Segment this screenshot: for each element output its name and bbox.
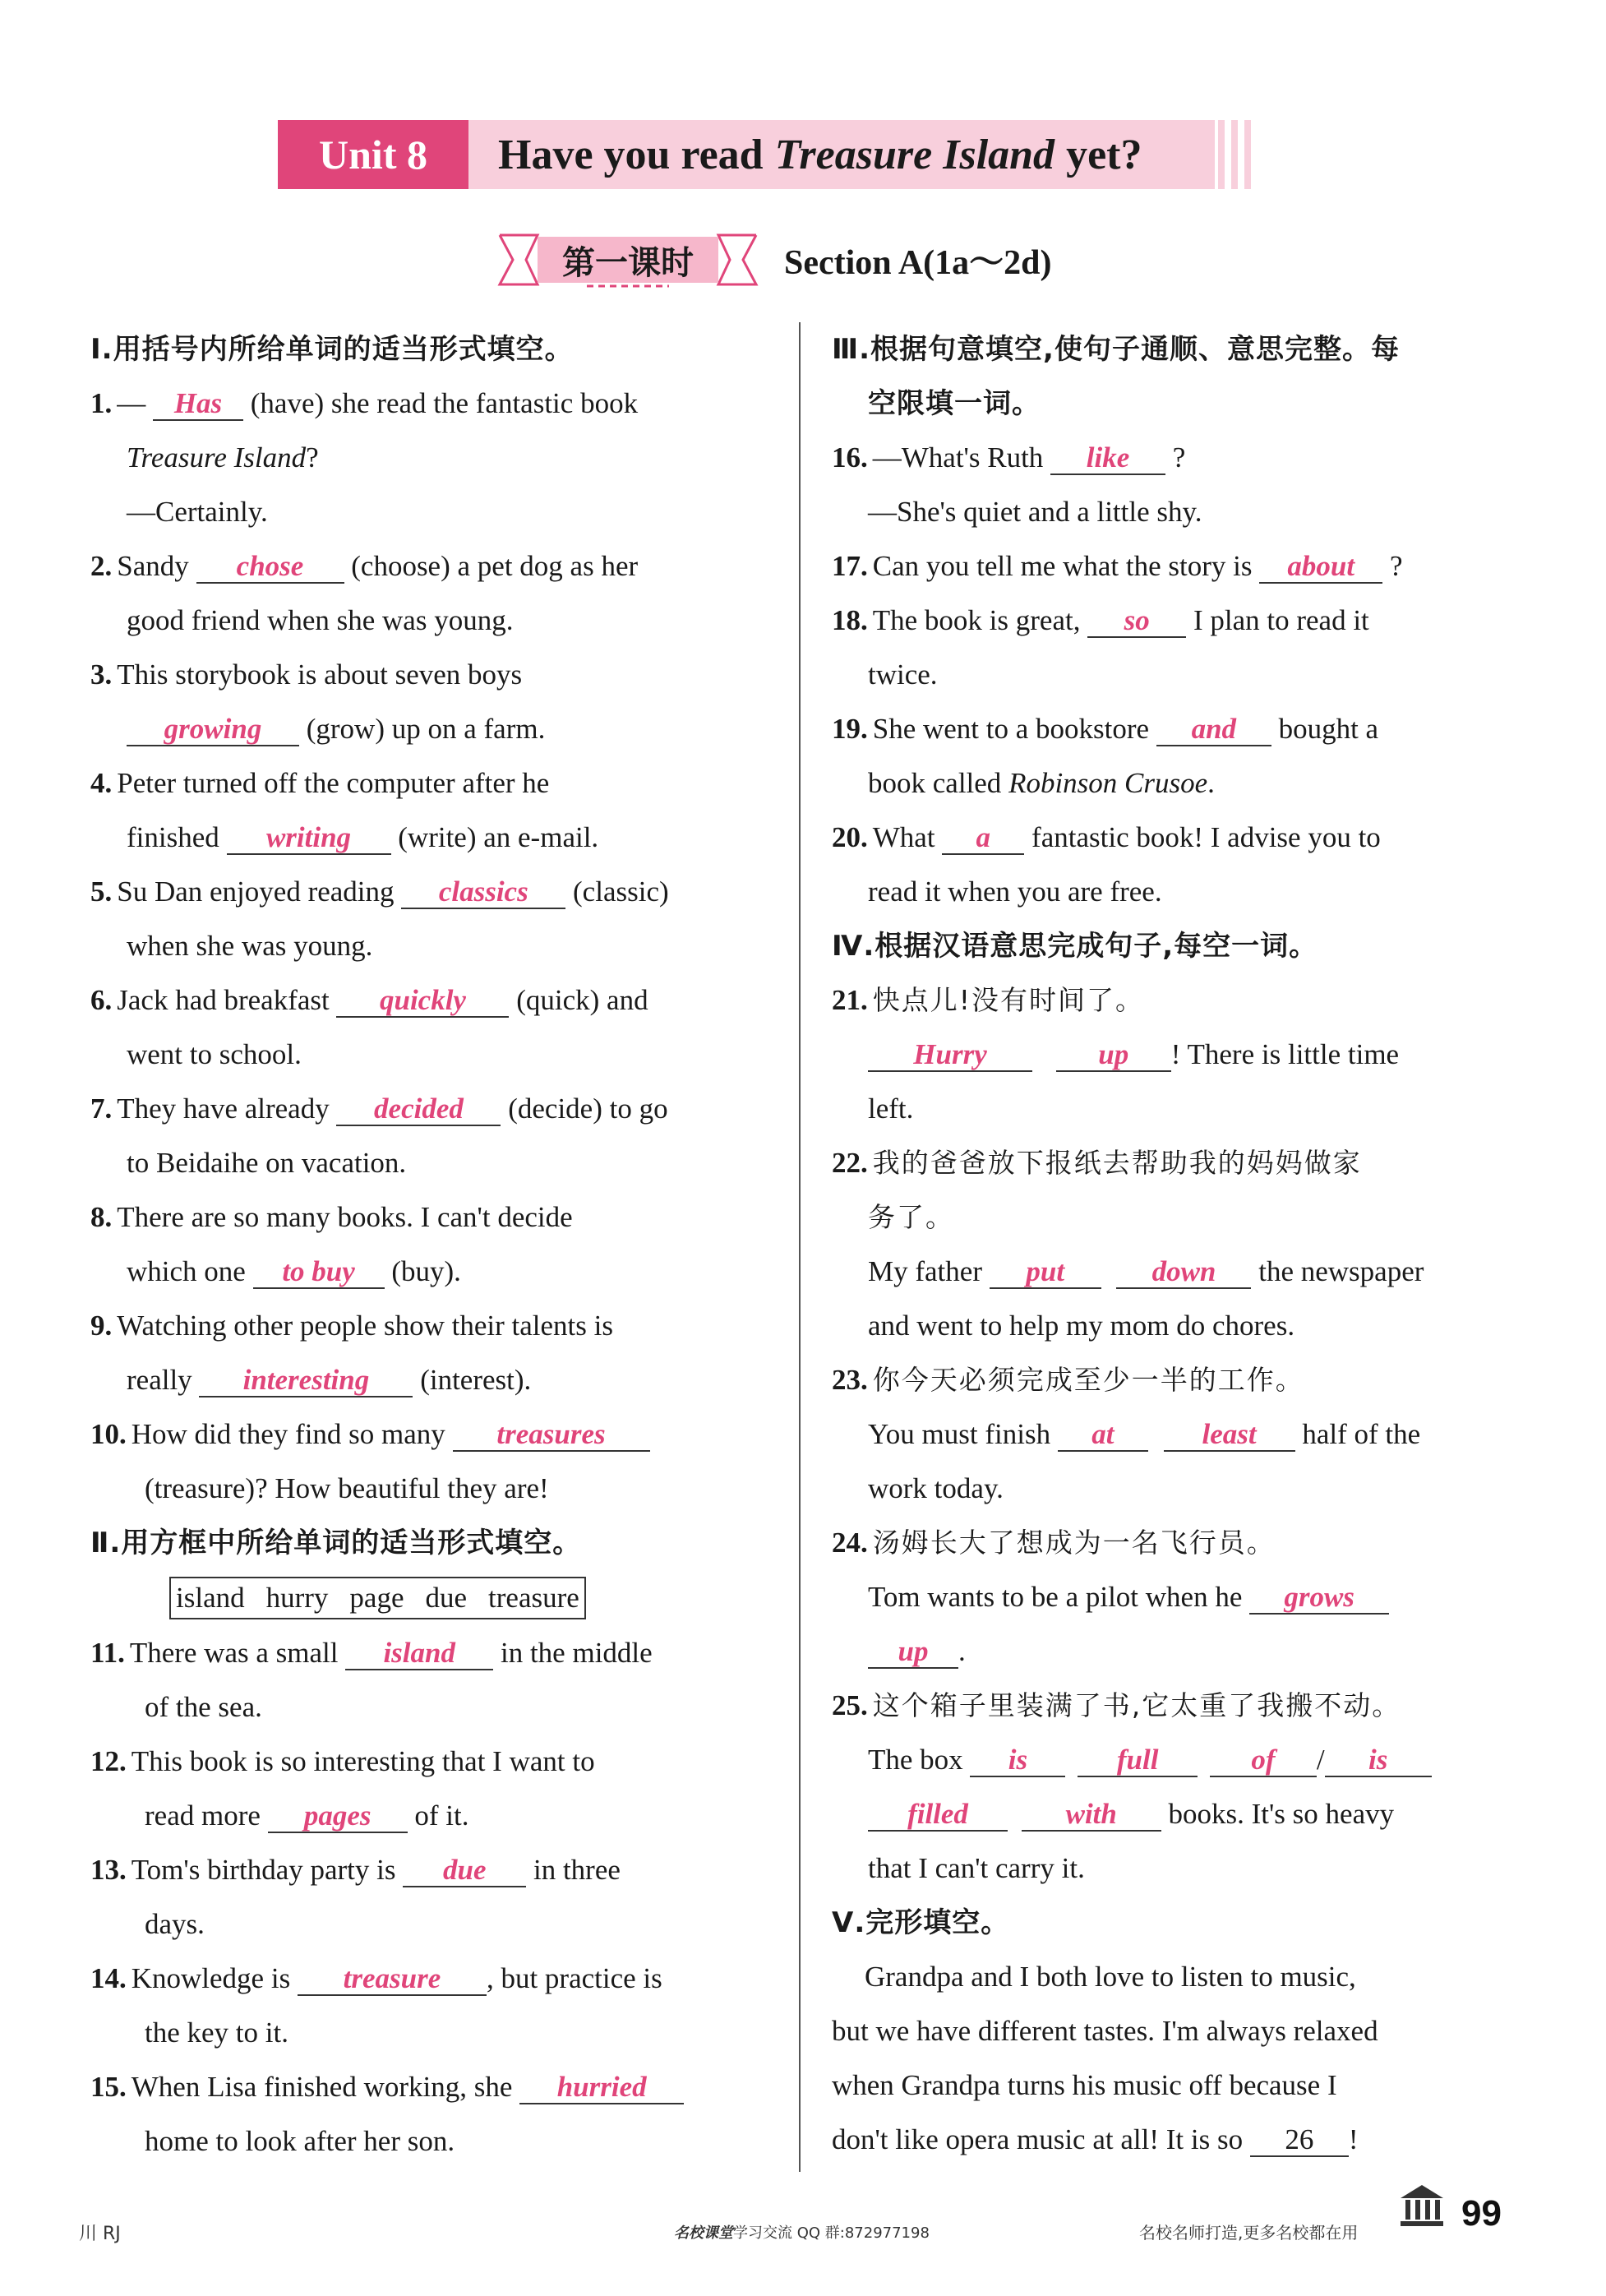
question-text: (decide) to go <box>508 1093 668 1125</box>
question-text: There are so many books. I can't decide <box>117 1201 573 1233</box>
question-text: / <box>1316 1744 1325 1776</box>
question-16-line2: —She's quiet and a little shy. <box>868 496 1202 528</box>
unit-title-post: yet? <box>1066 131 1142 178</box>
answer-blank[interactable]: writing <box>227 822 391 855</box>
answer-blank[interactable]: Has <box>153 388 243 421</box>
question-text: Tom wants to be a pilot when he <box>868 1581 1243 1613</box>
answer-blank[interactable]: treasures <box>453 1419 650 1452</box>
banner-stripes <box>1218 120 1251 189</box>
part5-title: Ⅴ.完形填空。 <box>832 1906 1010 1939</box>
question-1-line3: —Certainly. <box>127 496 268 528</box>
question-14-line2: the key to it. <box>145 2017 288 2049</box>
question-8 <box>90 1190 773 1245</box>
question-15 <box>90 2060 773 2114</box>
lesson-heading <box>496 227 1052 293</box>
question-number: 17. <box>832 550 868 582</box>
question-24 <box>832 1516 1516 1570</box>
question-number: 13. <box>90 1854 127 1886</box>
question-23-line2 <box>832 1407 1516 1462</box>
question-number: 24. <box>832 1527 868 1559</box>
question-text: Knowledge is <box>131 1962 291 1994</box>
answer-blank[interactable]: is <box>970 1744 1065 1777</box>
question-24-line2 <box>832 1570 1516 1624</box>
footer-brand: 名校课堂 <box>674 2224 733 2242</box>
question-number: 21. <box>832 984 868 1016</box>
question-text: This book is so interesting that I want to <box>131 1745 595 1777</box>
question-text: Watching other people show their talents is <box>117 1310 613 1342</box>
question-12 <box>90 1735 773 1789</box>
question-23 <box>832 1353 1516 1407</box>
question-4 <box>90 756 773 811</box>
left-column <box>90 322 773 2169</box>
question-1 <box>90 377 773 431</box>
question-number: 5. <box>90 875 113 908</box>
answer-blank[interactable]: least <box>1164 1419 1295 1452</box>
question-text: How did they find so many <box>131 1418 445 1450</box>
question-text: Tom's birthday party is <box>131 1854 396 1886</box>
question-text: half of the <box>1302 1418 1421 1450</box>
question-5 <box>90 865 773 919</box>
footer-edition: 川 RJ <box>79 2224 121 2244</box>
lesson-tag <box>496 232 759 288</box>
question-text: which one <box>127 1255 246 1287</box>
answer-blank[interactable]: quickly <box>336 985 509 1018</box>
question-number: 10. <box>90 1418 127 1450</box>
unit-title-pre: Have you read <box>498 131 764 178</box>
question-25-line2 <box>832 1733 1516 1787</box>
question-text: in three <box>533 1854 621 1886</box>
answer-blank[interactable]: growing <box>127 714 299 746</box>
question-25-line4: that I can't carry it. <box>868 1852 1085 1884</box>
footer-slogan: 名校名师打造,更多名校都在用 <box>1139 2223 1359 2243</box>
unit-label: Unit 8 <box>278 120 468 189</box>
question-number: 9. <box>90 1310 113 1342</box>
answer-blank[interactable]: grows <box>1249 1582 1389 1615</box>
question-text: (choose) a pet dog as her <box>351 550 639 582</box>
question-number: 4. <box>90 767 113 799</box>
question-19-line2 <box>832 756 1516 811</box>
question-7-line2: to Beidaihe on vacation. <box>127 1147 407 1179</box>
question-number: 6. <box>90 984 113 1016</box>
answer-blank[interactable]: pages <box>268 1800 408 1833</box>
answer-blank[interactable]: put <box>990 1256 1101 1289</box>
column-divider <box>799 322 801 2172</box>
question-number: 15. <box>90 2071 127 2103</box>
question-18 <box>832 594 1516 648</box>
question-7 <box>90 1082 773 1136</box>
question-22-line3 <box>832 1245 1516 1299</box>
question-text: in the middle <box>500 1637 653 1669</box>
unit-banner <box>278 120 1215 189</box>
question-text: Can you tell me what the story is <box>872 550 1253 582</box>
question-number: 20. <box>832 821 868 853</box>
question-number: 12. <box>90 1745 127 1777</box>
answer-blank[interactable]: with <box>1022 1799 1161 1832</box>
chinese-prompt: 我的爸爸放下报纸去帮助我的妈妈做家 <box>872 1147 1362 1179</box>
question-text: , but practice is <box>486 1962 662 1994</box>
question-text: (quick) and <box>516 984 648 1016</box>
question-text: books. It's so heavy <box>1168 1798 1395 1830</box>
question-number: 1. <box>90 387 113 419</box>
question-12-line2 <box>90 1789 773 1843</box>
section-name: Section A(1a～2d) <box>784 244 1052 282</box>
part1-title: Ⅰ.用括号内所给单词的适当形式填空。 <box>90 333 574 366</box>
question-19 <box>832 702 1516 756</box>
question-text: (buy). <box>391 1255 461 1287</box>
question-text: (interest). <box>420 1364 532 1396</box>
question-text: What <box>872 821 935 853</box>
question-22-line2: 务了。 <box>868 1201 954 1233</box>
question-text: They have already <box>117 1093 330 1125</box>
question-text: (grow) up on a farm. <box>306 713 546 745</box>
question-text: ? <box>1172 441 1186 474</box>
answer-blank[interactable]: Hurry <box>868 1039 1032 1072</box>
question-text: ? <box>1389 550 1403 582</box>
question-11 <box>90 1626 773 1680</box>
question-11-line2: of the sea. <box>145 1691 262 1723</box>
question-number: 22. <box>832 1147 868 1179</box>
question-text: fantastic book! I advise you to <box>1031 821 1381 853</box>
answer-blank[interactable]: to buy <box>253 1256 385 1289</box>
question-number: 7. <box>90 1093 113 1125</box>
question-9 <box>90 1299 773 1353</box>
part3-title: Ⅲ.根据句意填空,使句子通顺、意思完整。每 <box>832 333 1400 366</box>
answer-blank[interactable]: about <box>1259 551 1382 584</box>
question-text: The book is great, <box>872 604 1081 636</box>
cloze-passage <box>832 1950 1516 2167</box>
question-text: When Lisa finished working, she <box>131 2071 513 2103</box>
word-box-item: page <box>349 1582 404 1614</box>
question-text: the newspaper <box>1258 1255 1424 1287</box>
question-text: . <box>1207 767 1215 799</box>
part2-title: Ⅱ.用方框中所给单词的适当形式填空。 <box>90 1527 582 1559</box>
question-22-line4: and went to help my mom do chores. <box>868 1310 1295 1342</box>
answer-blank[interactable]: of <box>1210 1744 1317 1777</box>
question-text: My father <box>868 1255 982 1287</box>
answer-blank[interactable]: chose <box>196 551 344 584</box>
question-text: I plan to read it <box>1193 604 1369 636</box>
question-text: You must finish <box>868 1418 1051 1450</box>
question-17 <box>832 539 1516 594</box>
book-title: Treasure Island <box>127 441 307 474</box>
word-box-item: treasure <box>488 1582 579 1614</box>
chinese-prompt: 你今天必须完成至少一半的工作。 <box>872 1364 1304 1396</box>
question-21-line3: left. <box>868 1093 914 1125</box>
question-13-line2: days. <box>145 1908 205 1940</box>
question-text: . <box>958 1635 966 1667</box>
question-number: 2. <box>90 550 113 582</box>
question-text: of it. <box>414 1799 469 1832</box>
word-box-item: hurry <box>265 1582 329 1614</box>
question-text: (write) an e-mail. <box>398 821 599 853</box>
answer-blank[interactable]: is <box>1325 1744 1432 1777</box>
part4-title: Ⅳ.根据汉语意思完成句子,每空一词。 <box>832 930 1318 963</box>
answer-blank[interactable]: interesting <box>199 1365 413 1397</box>
answer-blank[interactable]: decided <box>336 1093 501 1126</box>
question-text: finished <box>127 821 219 853</box>
unit-title <box>468 120 1215 189</box>
answer-blank[interactable]: hurried <box>519 2072 684 2104</box>
question-20 <box>832 811 1516 865</box>
answer-blank[interactable]: filled <box>868 1799 1008 1832</box>
passage-line-4 <box>832 2113 1516 2167</box>
question-number: 23. <box>832 1364 868 1396</box>
question-text: book called <box>868 767 1002 799</box>
question-2 <box>90 539 773 594</box>
question-number: 18. <box>832 604 868 636</box>
question-15-line2: home to look after her son. <box>145 2125 455 2157</box>
question-20-line2: read it when you are free. <box>868 875 1162 908</box>
answer-blank[interactable]: so <box>1087 605 1186 638</box>
cloze-blank-26[interactable]: 26 <box>1250 2124 1349 2157</box>
question-text: Jack had breakfast <box>117 984 330 1016</box>
question-10 <box>90 1407 773 1462</box>
question-text: (have) she read the fantastic book <box>250 387 639 419</box>
passage-line: Grandpa and I both love to listen to music, <box>865 1961 1356 1993</box>
question-1-line2 <box>90 431 773 485</box>
question-16 <box>832 431 1516 485</box>
right-column <box>832 322 1516 2167</box>
question-text: The box <box>868 1744 963 1776</box>
question-number: 8. <box>90 1201 113 1233</box>
footer-qq <box>674 2221 930 2243</box>
passage-text: don't like opera music at all! It is so <box>832 2123 1244 2155</box>
question-text: ! There is little time <box>1170 1038 1400 1070</box>
question-text: (classic) <box>573 875 669 908</box>
word-box <box>169 1577 586 1619</box>
unit-title-book: Treasure Island <box>774 131 1055 178</box>
question-number: 11. <box>90 1637 125 1669</box>
passage-text: ! <box>1348 2123 1359 2155</box>
question-6 <box>90 973 773 1028</box>
question-text: There was a small <box>129 1637 339 1669</box>
answer-blank[interactable]: treasure <box>298 1963 487 1996</box>
question-number: 25. <box>832 1689 868 1721</box>
question-text: —What's Ruth <box>872 441 1044 474</box>
question-text: bought a <box>1278 713 1379 745</box>
question-text: Su Dan enjoyed reading <box>117 875 395 908</box>
question-text: Peter turned off the computer after he <box>117 767 550 799</box>
book-title: Robinson Crusoe <box>1008 767 1208 799</box>
question-6-line2: went to school. <box>127 1038 302 1070</box>
question-number: 16. <box>832 441 868 474</box>
footer-qq-text: 学习交流 QQ 群:872977198 <box>733 2224 930 2242</box>
school-logo-icon <box>1397 2182 1447 2234</box>
question-18-line2: twice. <box>868 658 938 691</box>
chinese-prompt: 快点儿!没有时间了。 <box>872 984 1144 1016</box>
answer-blank[interactable]: at <box>1058 1419 1148 1452</box>
answer-blank[interactable]: classics <box>401 876 565 909</box>
answer-blank[interactable]: due <box>403 1855 526 1887</box>
question-3 <box>90 648 773 702</box>
part3-title-line2: 空限填一词。 <box>868 387 1041 420</box>
question-5-line2: when she was young. <box>127 930 373 962</box>
question-text: really <box>127 1364 192 1396</box>
question-21 <box>832 973 1516 1028</box>
question-text: This storybook is about seven boys <box>117 658 523 691</box>
question-24-line3 <box>832 1624 1516 1679</box>
passage-line: when Grandpa turns his music off because I <box>832 2069 1337 2101</box>
answer-blank[interactable]: and <box>1156 714 1271 746</box>
lesson-tag-text: 第一课时 <box>562 243 694 282</box>
passage-line: but we have different tastes. I'm always relaxed <box>832 2015 1378 2047</box>
question-9-line2 <box>90 1353 773 1407</box>
question-text: Sandy <box>117 550 189 582</box>
answer-blank[interactable]: up <box>868 1636 958 1669</box>
question-3-line2 <box>90 702 773 756</box>
chinese-prompt: 这个箱子里装满了书,它太重了我搬不动。 <box>872 1689 1401 1721</box>
answer-blank[interactable]: like <box>1050 442 1165 475</box>
question-text: ? <box>306 441 319 474</box>
answer-blank[interactable]: island <box>345 1638 493 1670</box>
answer-blank[interactable]: down <box>1116 1256 1251 1289</box>
question-25 <box>832 1679 1516 1733</box>
question-25-line3 <box>832 1787 1516 1841</box>
answer-blank[interactable]: up <box>1056 1039 1171 1072</box>
word-box-item: due <box>425 1582 468 1614</box>
question-text: — <box>117 387 146 419</box>
page-number: 99 <box>1461 2193 1502 2234</box>
chinese-prompt: 汤姆长大了想成为一名飞行员。 <box>872 1527 1276 1559</box>
question-number: 14. <box>90 1962 127 1994</box>
question-text: She went to a bookstore <box>872 713 1150 745</box>
word-box-item: island <box>176 1582 245 1614</box>
question-text: read more <box>145 1799 261 1832</box>
question-number: 19. <box>832 713 868 745</box>
question-23-line3: work today. <box>868 1472 1004 1504</box>
question-21-line2 <box>832 1028 1516 1082</box>
answer-blank[interactable]: a <box>942 822 1024 855</box>
question-2-line2: good friend when she was young. <box>127 604 514 636</box>
question-number: 3. <box>90 658 113 691</box>
question-4-line2 <box>90 811 773 865</box>
question-8-line2 <box>90 1245 773 1299</box>
question-22 <box>832 1136 1516 1190</box>
answer-blank[interactable]: full <box>1078 1744 1198 1777</box>
question-10-line2: (treasure)? How beautiful they are! <box>145 1472 549 1504</box>
question-14 <box>90 1952 773 2006</box>
question-13 <box>90 1843 773 1897</box>
